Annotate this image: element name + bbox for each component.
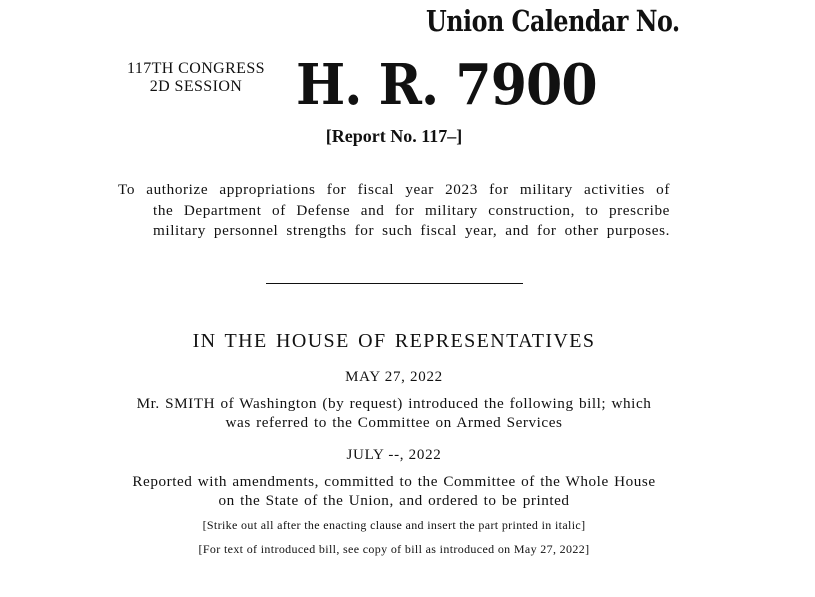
introduction-line: was referred to the Committee on Armed Services <box>225 414 563 431</box>
union-calendar-heading: Union Calendar No. <box>426 4 680 38</box>
reported-line: on the State of the Union, and ordered to be printed <box>218 492 570 509</box>
introduction-line-rest: of Washington (by request) introduced the following bill; which <box>215 395 652 412</box>
report-number: [Report No. 117–] <box>325 126 463 146</box>
bill-title <box>118 180 670 242</box>
reported-line: Reported with amendments, committed to the Committee of the Whole House <box>132 473 656 490</box>
chamber-heading: IN THE HOUSE OF REPRESENTATIVES <box>192 330 596 352</box>
reported-date: JULY --, 2022 <box>346 447 442 463</box>
introduced-text-note: [For text of introduced bill, see copy of bill as introduced on May 27, 2022] <box>198 542 590 556</box>
sponsor-name: Mr. SMITH <box>136 395 216 412</box>
introduction-statement <box>0 394 788 432</box>
introduction-line <box>0 394 788 413</box>
reported-statement <box>0 472 788 510</box>
congress-label: 117TH CONGRESS <box>127 60 265 77</box>
bill-title-line: the Department of Defense and for military construction, to prescribe <box>153 201 670 219</box>
strike-out-note: [Strike out all after the enacting clause and insert the part printed in italic] <box>202 518 586 532</box>
divider-rule <box>266 283 523 284</box>
congress-session-block <box>108 60 284 96</box>
bill-number: H. R. 7900 <box>296 52 597 118</box>
session-label: 2D SESSION <box>149 78 243 95</box>
introduction-date: MAY 27, 2022 <box>345 369 443 385</box>
bill-title-line: military personnel strengths for such fiscal year, and for other purposes. <box>153 222 670 239</box>
bill-title-line: To authorize appropriations for fiscal year 2023 for military activities of <box>118 181 670 198</box>
